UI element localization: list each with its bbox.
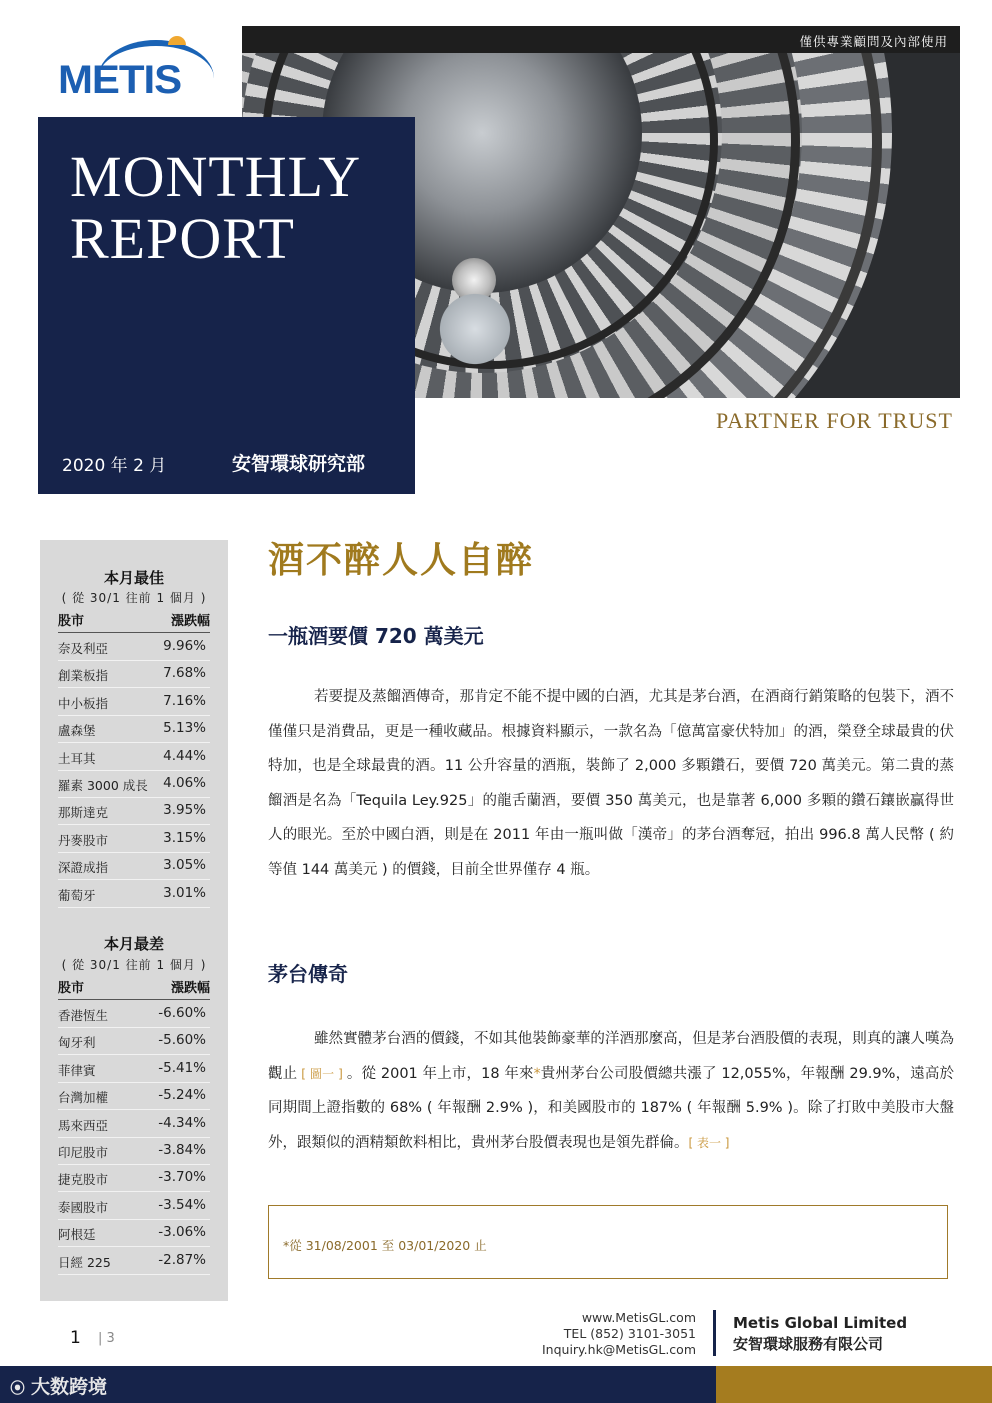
figure-ref-link[interactable]: [ 圖一 ] <box>297 1066 347 1081</box>
section2-text-b: 。從 2001 年上市，18 年來 <box>346 1065 534 1082</box>
best-table-row <box>58 825 210 853</box>
article-title: 酒不醉人人自醉 <box>268 540 535 581</box>
market-name: 馬來西亞 <box>58 1117 109 1133</box>
section2-text-a: 雖然實體茅台酒的價錢，不如其他裝飾豪華的洋酒那麼高，但是茅台酒股價的表現，則真的讓人嘆為觀止 <box>268 1031 954 1082</box>
worst-table-row <box>58 1082 210 1110</box>
worst-table-row <box>58 1164 210 1192</box>
best-table-row <box>58 770 210 798</box>
watermark-logo-icon: ⦿ <box>10 1379 26 1397</box>
worst-col-change: 漲跌幅 <box>170 981 210 996</box>
market-name: 中小板指 <box>58 695 109 711</box>
report-title-block <box>38 117 415 494</box>
top-bar-text: 僅供專業顧問及內部使用 <box>799 34 948 49</box>
best-table-header <box>58 610 210 633</box>
best-table-row <box>58 880 210 908</box>
market-name: 奈及利亞 <box>58 641 109 656</box>
market-name: 深證成指 <box>58 860 109 876</box>
best-subtitle: ( 從 30/1 往前 1 個月 ) <box>61 591 207 605</box>
worst-table-row <box>58 1027 210 1055</box>
market-name: 泰國股市 <box>58 1199 109 1215</box>
market-change: -5.24% <box>158 1087 206 1104</box>
market-change: -3.06% <box>158 1224 206 1241</box>
worst-subtitle: ( 從 30/1 往前 1 個月 ) <box>61 958 207 972</box>
market-name: 香港恆生 <box>58 1008 109 1023</box>
market-name: 匈牙利 <box>58 1035 96 1051</box>
market-name: 盧森堡 <box>58 723 96 739</box>
market-name: 印尼股市 <box>58 1145 109 1160</box>
market-name: 羅素 3000 成長 <box>58 778 148 793</box>
market-change: 3.95% <box>163 802 206 819</box>
market-name: 創業板指 <box>58 668 109 684</box>
report-title-line1: MONTHLY <box>70 144 362 209</box>
worst-table-row <box>58 1055 210 1083</box>
market-name: 捷克股市 <box>58 1172 109 1188</box>
market-change: -4.34% <box>158 1114 206 1131</box>
market-change: -2.87% <box>158 1251 206 1268</box>
market-change: 5.13% <box>163 720 206 737</box>
market-change: -3.84% <box>158 1142 206 1158</box>
worst-table-row <box>58 1219 210 1247</box>
market-change: 3.01% <box>163 884 206 901</box>
contact-block <box>510 1310 696 1358</box>
tagline: PARTNER FOR TRUST <box>716 408 953 433</box>
section1-body: 若要提及蒸餾酒傳奇，那肯定不能不提中國的白酒，尤其是茅台酒，在酒商行銷策略的包裝下，酒不僅僅只是消費品，更是一種收藏品。根據資料顯示，一款名為「億萬富豪伏特加」的酒，榮登全球最貴的伏特加，也是全球最貴的酒。11 公升容量的酒瓶，裝飾了 2,000 多顆鑽石，要價 720 萬美元。第二貴的蒸餾酒是名為「Tequila Ley.925」的龍舌蘭酒，要價 350 萬美元，也是靠著 6,000 多顆的鑽石鑲嵌贏得世人的眼光。至於中國白酒，則是在 2011 年由一瓶叫做「漢帝」的茅台酒奪冠，拍出 996.8 萬人民幣 ( 約等值 144 萬美元 ) 的價錢，目前全世界僅存 4 瓶。 <box>268 689 954 878</box>
best-table-row <box>58 660 210 688</box>
worst-table-header <box>58 977 210 1000</box>
section2-text-c: 貴州茅台公司股價總共漲了 12,055%，年報酬 29.9%，遠高於同期間上證指數的 68% ( 年報酬 2.9% )，和美國股市的 187% ( 年報酬 5.9% )。除了打敗中美股市大盤外，跟類似的酒精類飲料相比，貴州茅台股價表現也是領先群倫。 <box>268 1065 955 1151</box>
best-table-row <box>58 852 210 880</box>
metis-logo <box>58 36 208 106</box>
logo-wordmark: METIS <box>58 58 182 102</box>
worst-table-row <box>58 1000 210 1028</box>
table-ref-link[interactable]: [ 表一 ] <box>688 1135 730 1150</box>
footnote-text: *從 31/08/2001 至 03/01/2020 止 <box>283 1238 487 1253</box>
worst-table-row <box>58 1192 210 1220</box>
email-link[interactable]: Inquiry.hk@MetisGL.com <box>541 1342 696 1357</box>
page-total: | 3 <box>98 1331 115 1346</box>
top-bar <box>242 26 960 53</box>
best-table-row <box>58 633 210 661</box>
report-date: 2020 年 2 月 <box>62 456 167 476</box>
section1-heading: 一瓶酒要價 720 萬美元 <box>268 624 484 648</box>
market-name: 日經 225 <box>58 1254 111 1270</box>
market-name: 那斯達克 <box>58 805 109 821</box>
market-change: 9.96% <box>163 638 206 654</box>
footer-navy-band <box>0 1366 716 1403</box>
market-change: -5.60% <box>158 1032 206 1049</box>
watermark <box>10 1372 107 1399</box>
department-name: 安智環球研究部 <box>232 453 366 475</box>
company-name-zh: 安智環球服務有限公司 <box>733 1335 884 1353</box>
market-name: 台灣加權 <box>58 1090 109 1106</box>
best-title: 本月最佳 <box>103 569 164 587</box>
footer-divider <box>713 1310 716 1356</box>
market-name: 葡萄牙 <box>58 887 96 903</box>
worst-table-row <box>58 1110 210 1138</box>
best-table-row <box>58 688 210 716</box>
market-change: 3.15% <box>163 829 206 846</box>
logo-sun-icon <box>168 36 186 45</box>
best-table-row <box>58 797 210 825</box>
website-link[interactable]: www.MetisGL.com <box>581 1310 696 1325</box>
market-change: 7.68% <box>163 665 206 682</box>
market-name: 土耳其 <box>58 750 96 766</box>
worst-table-row <box>58 1137 210 1165</box>
worst-table-row <box>58 1247 210 1275</box>
market-change: 4.44% <box>163 747 206 764</box>
phone-number: TEL (852) 3101-3051 <box>563 1326 696 1341</box>
footer-gold-band <box>716 1366 992 1403</box>
market-change: 7.16% <box>163 692 206 709</box>
report-title-line2: REPORT <box>70 206 295 271</box>
market-change: -3.54% <box>158 1196 206 1213</box>
page-number: 1 <box>70 1328 81 1348</box>
footnote-star: * <box>533 1065 541 1082</box>
best-col-market: 股市 <box>58 614 85 629</box>
watermark-text: 大数跨境 <box>31 1376 108 1398</box>
company-name-en: Metis Global Limited <box>733 1314 908 1332</box>
market-change: -6.60% <box>158 1005 206 1021</box>
market-change: -3.70% <box>158 1169 206 1186</box>
market-change: -5.41% <box>158 1059 206 1076</box>
market-performance-sidebar <box>40 540 228 1301</box>
best-col-change: 漲跌幅 <box>170 614 210 629</box>
section2-heading: 茅台傳奇 <box>268 962 348 986</box>
market-name: 菲律賓 <box>58 1062 96 1078</box>
best-table-row <box>58 715 210 743</box>
market-name: 丹麥股市 <box>58 832 109 848</box>
section2-body <box>268 1022 954 1160</box>
market-name: 阿根廷 <box>58 1227 96 1243</box>
worst-title: 本月最差 <box>103 935 164 953</box>
worst-col-market: 股市 <box>58 981 85 996</box>
market-change: 4.06% <box>163 775 206 791</box>
market-change: 3.05% <box>163 857 206 874</box>
footnote-box <box>268 1205 948 1279</box>
best-table-row <box>58 743 210 771</box>
